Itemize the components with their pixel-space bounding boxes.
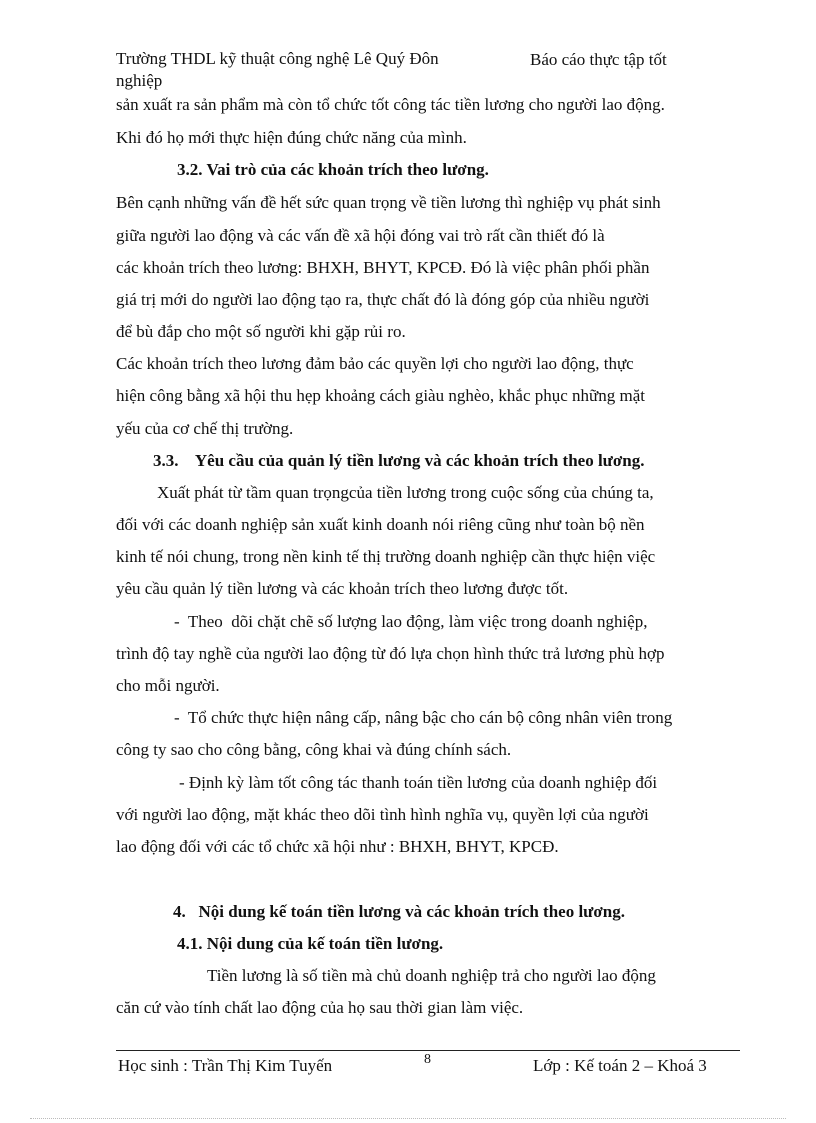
body-line: Các khoản trích theo lương đảm bảo các quyền lợi cho người lao động, thực <box>116 354 634 373</box>
section-heading-4: 4. Nội dung kế toán tiền lương và các khoản trích theo lương. <box>173 902 625 921</box>
section-heading-3-2: 3.2. Vai trò của các khoản trích theo lương. <box>177 160 489 179</box>
body-line: các khoản trích theo lương: BHXH, BHYT, KPCĐ. Đó là việc phân phối phần <box>116 258 650 277</box>
header-school-text: Trường THDL kỹ thuật công nghệ Lê Quý Đôn <box>116 49 439 68</box>
header-report-cont: nghiệp <box>116 71 163 90</box>
header-report: Báo cáo thực tập tốt <box>530 50 667 69</box>
page-bottom-border <box>30 1118 786 1119</box>
footer-student: Học sinh : Trần Thị Kim Tuyến <box>118 1056 333 1075</box>
body-line: cho mỗi người. <box>116 676 220 695</box>
page-number: 8 <box>424 1052 431 1067</box>
body-line: giữa người lao động và các vấn đề xã hội đóng vai trò rất cần thiết đó là <box>116 226 605 245</box>
body-line: Tiền lương là số tiền mà chủ doanh nghiệp trả cho người lao động <box>207 966 656 985</box>
header-school <box>116 48 536 92</box>
footer-class: Lớp : Kế toán 2 – Khoá 3 <box>533 1056 707 1075</box>
body-line: yếu của cơ chế thị trường. <box>116 419 294 438</box>
body-line: đối với các doanh nghiệp sản xuất kinh doanh nói riêng cũng như toàn bộ nền <box>116 515 645 534</box>
footer-divider <box>116 1050 740 1051</box>
body-line: hiện công bằng xã hội thu hẹp khoảng cách giàu nghèo, khắc phục những mặt <box>116 386 645 405</box>
body-line: Xuất phát từ tầm quan trọngcủa tiền lương trong cuộc sống của chúng ta, <box>157 483 654 502</box>
body-line: với người lao động, mặt khác theo dõi tình hình nghĩa vụ, quyền lợi của người <box>116 805 649 824</box>
body-line: Bên cạnh những vấn đề hết sức quan trọng về tiền lương thì nghiệp vụ phát sinh <box>116 193 661 212</box>
body-line: giá trị mới do người lao động tạo ra, thực chất đó là đóng góp của nhiều người <box>116 290 650 309</box>
body-line: căn cứ vào tính chất lao động của họ sau thời gian làm việc. <box>116 998 524 1017</box>
body-line: Khi đó họ mới thực hiện đúng chức năng của mình. <box>116 128 467 147</box>
section-heading-4-1: 4.1. Nội dung của kế toán tiền lương. <box>177 934 444 953</box>
body-line: công ty sao cho công bằng, công khai và đúng chính sách. <box>116 740 512 759</box>
body-line: lao động đối với các tổ chức xã hội như : BHXH, BHYT, KPCĐ. <box>116 837 559 856</box>
bullet-line: - Theo dõi chặt chẽ số lượng lao động, làm việc trong doanh nghiệp, <box>174 612 648 631</box>
body-line: yêu cầu quản lý tiền lương và các khoản trích theo lương được tốt. <box>116 579 569 598</box>
body-line: để bù đắp cho một số người khi gặp rủi ro. <box>116 322 406 341</box>
bullet-line: - Tổ chức thực hiện nâng cấp, nâng bậc cho cán bộ công nhân viên trong <box>174 708 673 727</box>
body-line: trình độ tay nghề của người lao động từ đó lựa chọn hình thức trả lương phù hợp <box>116 644 665 663</box>
section-heading-3-3: 3.3. Yêu cầu của quản lý tiền lương và các khoản trích theo lương. <box>153 451 645 470</box>
bullet-line: - Định kỳ làm tốt công tác thanh toán tiền lương của doanh nghiệp đối <box>179 773 658 792</box>
body-line: kinh tế nói chung, trong nền kinh tế thị trường doanh nghiệp cần thực hiện việc <box>116 547 656 566</box>
body-line: sản xuất ra sản phẩm mà còn tổ chức tốt công tác tiền lương cho người lao động. <box>116 95 665 114</box>
